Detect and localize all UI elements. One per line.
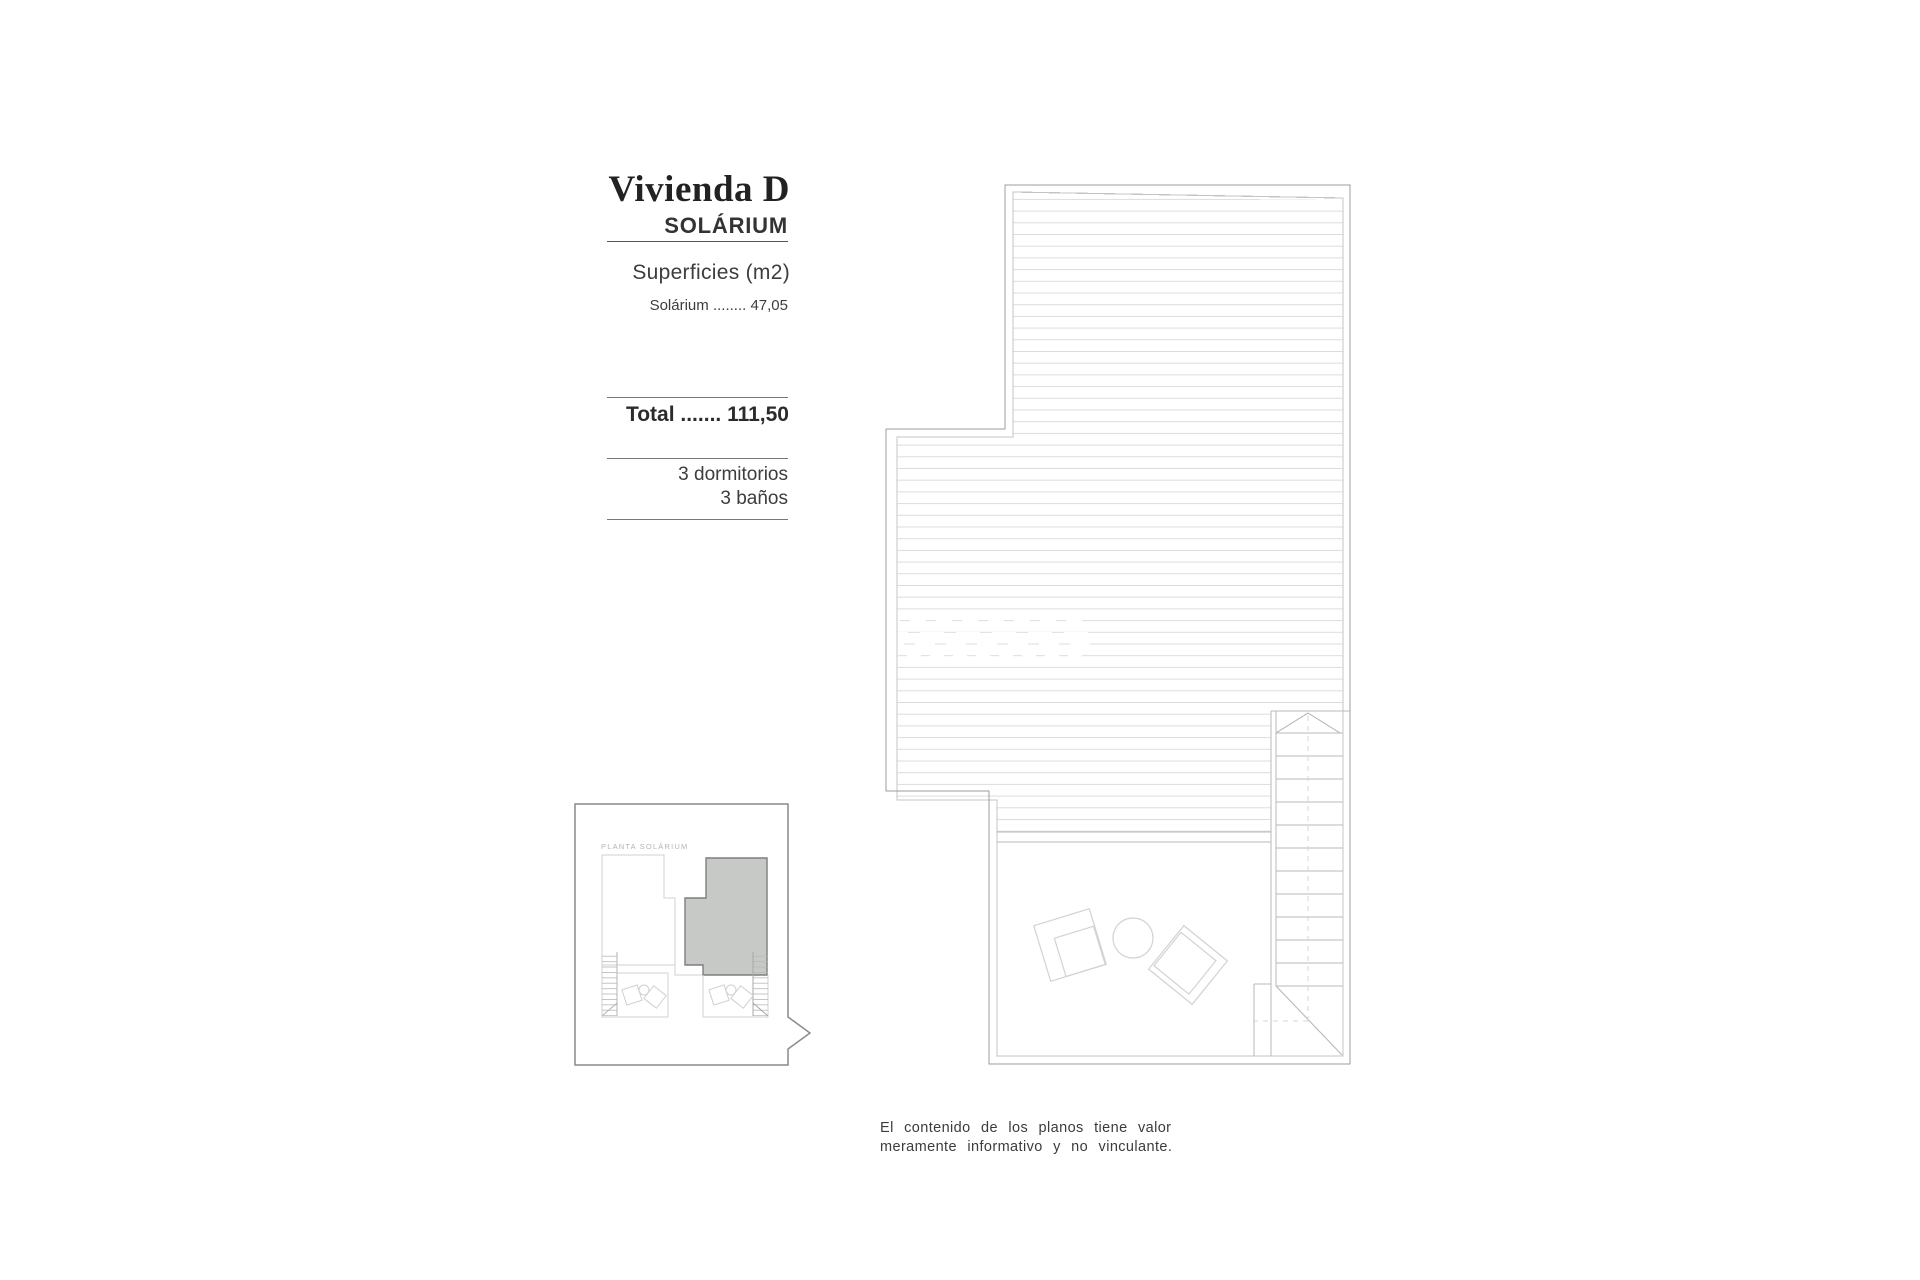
unit-title: Vivienda D [608, 169, 790, 210]
terrace-furniture [1034, 909, 1228, 1005]
feature-bathrooms: 3 baños [720, 488, 788, 509]
round-table [1113, 918, 1153, 958]
feature-bedrooms: 3 dormitorios [678, 464, 788, 485]
total-leader: ....... [680, 403, 722, 426]
floor-subtitle: SOLÁRIUM [664, 213, 788, 238]
lounge-chair-left [1034, 909, 1106, 981]
surface-leader: ........ [712, 297, 747, 314]
key-plan-right-stair [753, 952, 768, 1016]
disclaimer-line-2: meramente informativo y no vinculante. [880, 1139, 1173, 1155]
surface-value: 47,05 [750, 297, 788, 314]
total-value: 111,50 [727, 403, 789, 426]
lounge-chair-right [1149, 926, 1228, 1005]
key-plan-label: PLANTA SOLÁRIUM [601, 842, 689, 851]
stair-treads [1276, 756, 1343, 986]
key-plan [575, 804, 810, 1065]
surface-label: Solárium [649, 297, 709, 314]
stair-landing [1254, 984, 1271, 1056]
disclaimer [880, 1119, 1172, 1157]
disclaimer-line-1: El contenido de los planos tiene valor [880, 1120, 1172, 1136]
key-plan-left-stair [602, 952, 617, 1016]
total-label: Total [625, 403, 675, 426]
surfaces-heading: Superficies (m2) [632, 261, 790, 284]
main-floor-plan [884, 185, 1350, 1064]
terrace-partition-wall [997, 832, 1271, 842]
